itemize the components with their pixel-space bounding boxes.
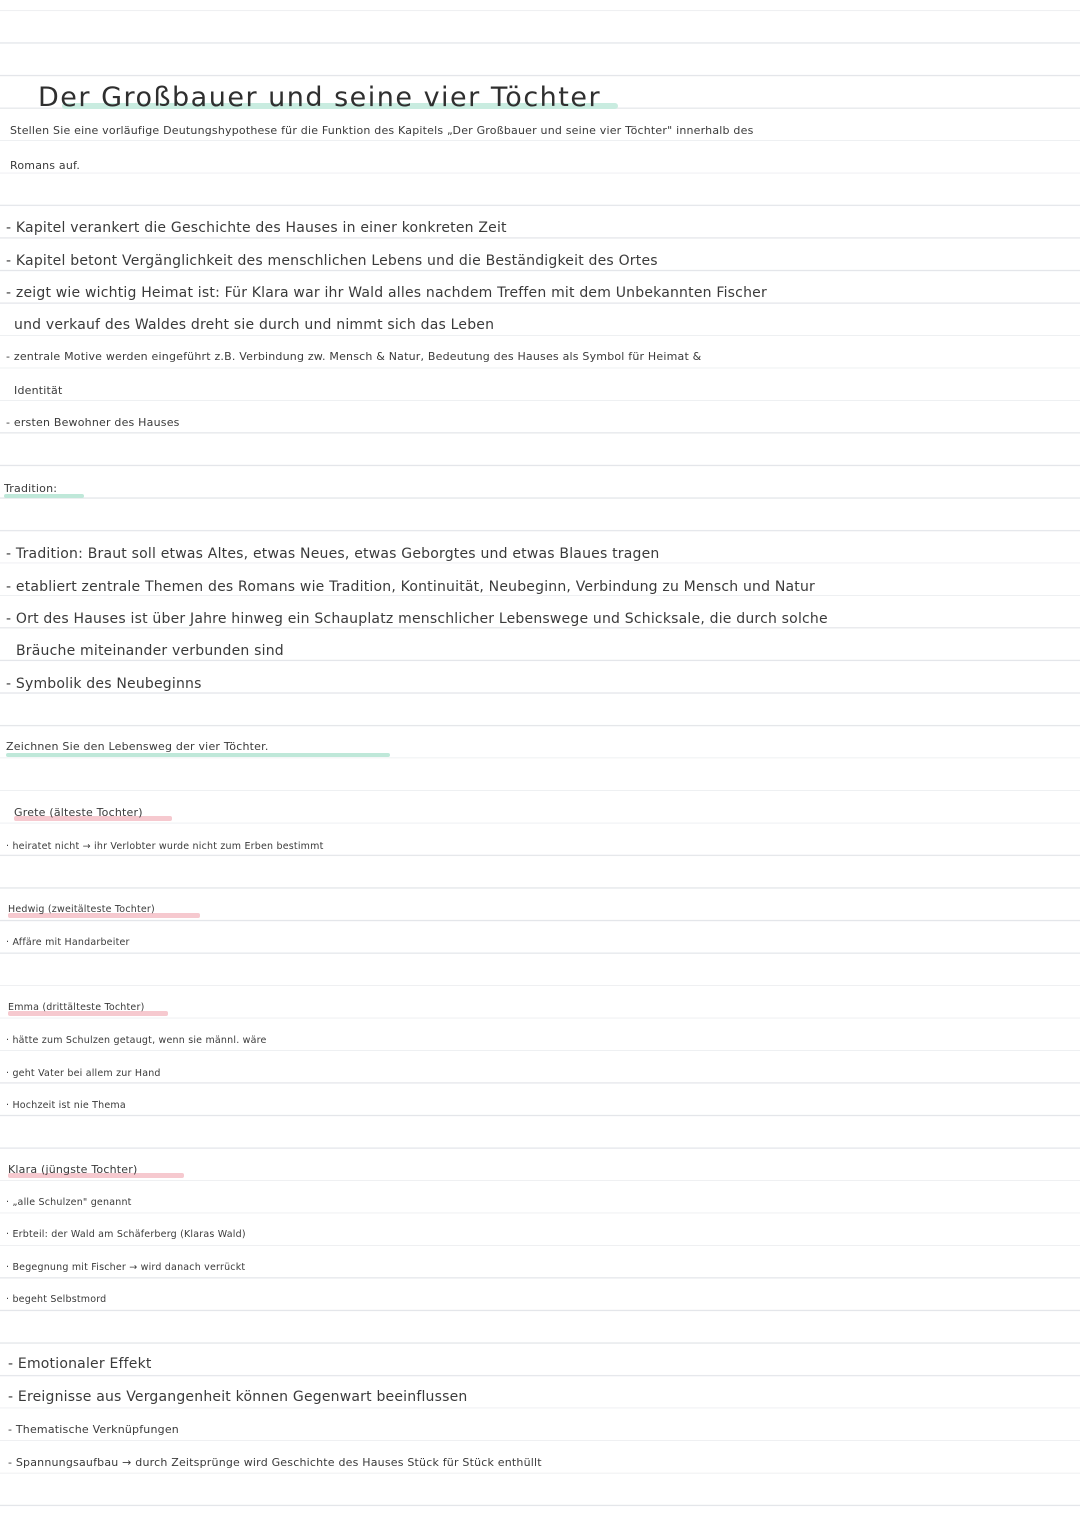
effects-bullet: - Spannungsaufbau → durch Zeitsprünge wird Geschichte des Hauses Stück für Stück enthüllt xyxy=(8,1456,542,1469)
task1-prompt-line1: Stellen Sie eine vorläufige Deutungshypothese für die Funktion des Kapitels „Der Großbauer und seine vier Töchter" innerhalb des xyxy=(10,124,754,137)
daughter-point: · Affäre mit Handarbeiter xyxy=(6,937,130,948)
task2-heading: Zeichnen Sie den Lebensweg der vier Töchter. xyxy=(6,740,269,753)
task1-bullet: - zeigt wie wichtig Heimat ist: Für Klara war ihr Wald alles nachdem Treffen mit dem Unbekannten Fischer xyxy=(6,285,767,301)
task1-prompt-line2: Romans auf. xyxy=(10,159,81,172)
daughter-point: · Hochzeit ist nie Thema xyxy=(6,1100,126,1111)
daughter-point: · geht Vater bei allem zur Hand xyxy=(6,1068,161,1079)
daughter-point: · heiratet nicht → ihr Verlobter wurde nicht zum Erben bestimmt xyxy=(6,841,324,852)
daughter-name-grete: Grete (älteste Tochter) xyxy=(14,806,143,819)
daughter-name-klara: Klara (jüngste Tochter) xyxy=(8,1163,138,1176)
tradition-bullet-continuation: Bräuche miteinander verbunden sind xyxy=(16,643,284,659)
daughter-point: · Erbteil: der Wald am Schäferberg (Klaras Wald) xyxy=(6,1229,246,1240)
tradition-bullet: - etabliert zentrale Themen des Romans wie Tradition, Kontinuität, Neubeginn, Verbindung zu Mensch und Natur xyxy=(6,579,816,595)
page-title: Der Großbauer und seine vier Töchter xyxy=(38,82,602,113)
task1-bullet-continuation: Identität xyxy=(14,384,63,397)
task1-bullet-continuation: und verkauf des Waldes dreht sie durch und nimmt sich das Leben xyxy=(14,317,495,333)
daughter-point: · hätte zum Schulzen getaugt, wenn sie männl. wäre xyxy=(6,1035,267,1046)
tradition-bullet: - Tradition: Braut soll etwas Altes, etwas Neues, etwas Geborgtes und etwas Blaues tragen xyxy=(6,546,660,562)
daughter-name-emma: Emma (drittälteste Tochter) xyxy=(8,1002,145,1013)
effects-bullet: - Emotionaler Effekt xyxy=(8,1356,152,1372)
tradition-bullet: - Ort des Hauses ist über Jahre hinweg ein Schauplatz menschlicher Lebenswege und Schicksale, die durch solche xyxy=(6,611,828,627)
task1-bullet: - Kapitel verankert die Geschichte des Hauses in einer konkreten Zeit xyxy=(6,220,507,236)
daughter-point: · Begegnung mit Fischer → wird danach verrückt xyxy=(6,1262,246,1273)
tradition-heading: Tradition: xyxy=(4,482,58,495)
task1-bullet: - Kapitel betont Vergänglichkeit des menschlichen Lebens und die Beständigkeit des Ortes xyxy=(6,253,658,269)
task1-bullet: - ersten Bewohner des Hauses xyxy=(6,416,180,429)
tradition-bullet: - Symbolik des Neubeginns xyxy=(6,676,202,692)
effects-bullet: - Ereignisse aus Vergangenheit können Gegenwart beeinflussen xyxy=(8,1389,468,1405)
daughter-point: · „alle Schulzen" genannt xyxy=(6,1197,132,1208)
daughter-name-hedwig: Hedwig (zweitälteste Tochter) xyxy=(8,904,155,915)
effects-bullet: - Thematische Verknüpfungen xyxy=(8,1423,179,1436)
task2-heading-highlight xyxy=(6,753,390,757)
daughter-point: · begeht Selbstmord xyxy=(6,1294,107,1305)
task1-bullet: - zentrale Motive werden eingeführt z.B. Verbindung zw. Mensch & Natur, Bedeutung des Hauses als Symbol für Heimat & xyxy=(6,350,702,363)
